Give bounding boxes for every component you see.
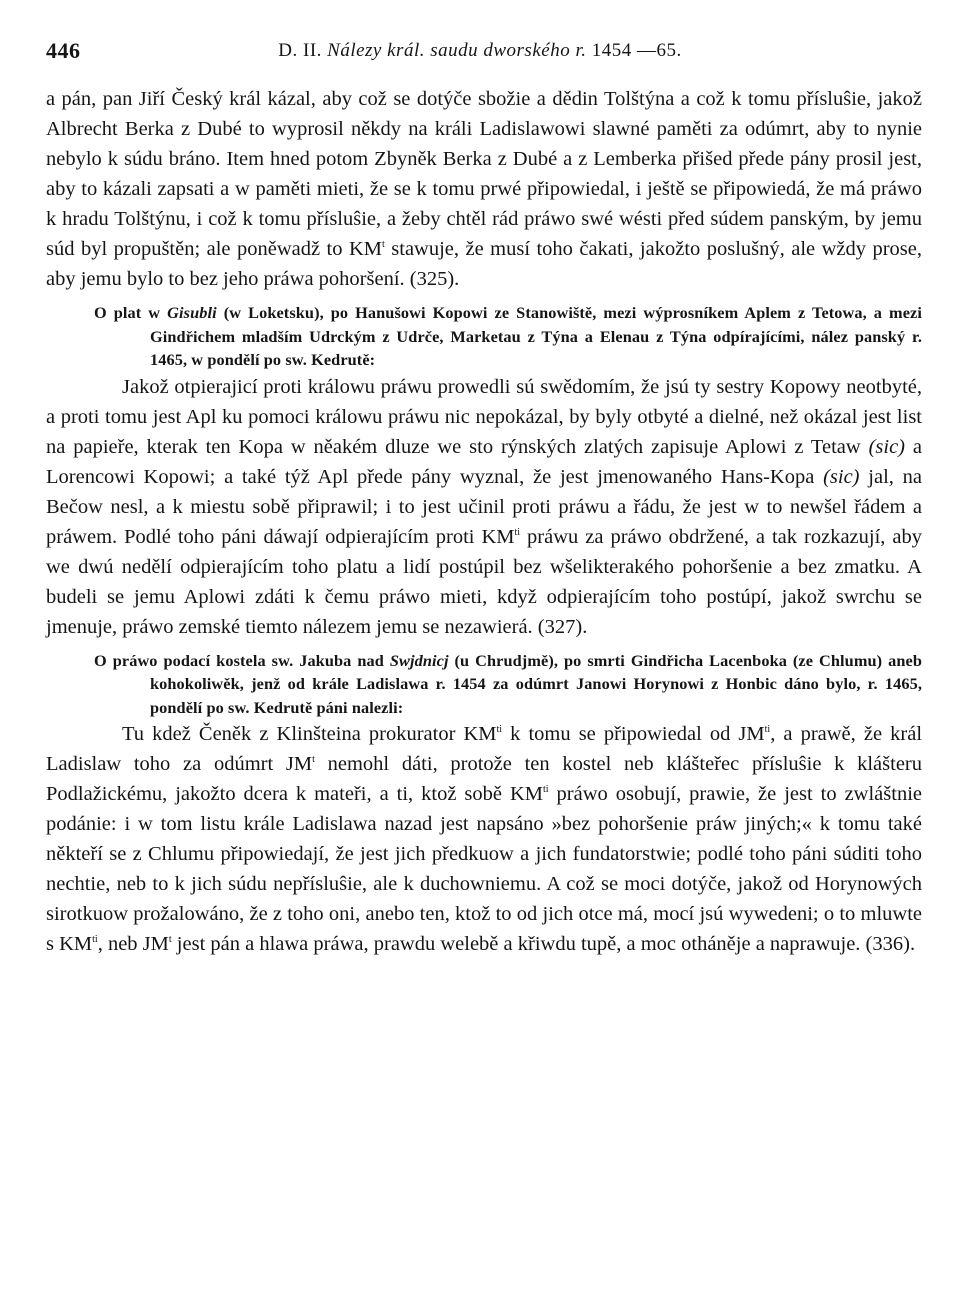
case-summary-swjdnicj <box>46 649 922 720</box>
paragraph-text: jal, na Bečow nesl, a k miestu sobě připrawil; i to jest učinil proti práwu a řádu, že jest w to newšel řádem a práwem. Podlé toho páni dáwají odpierajícím proti KM <box>46 465 923 548</box>
paragraph-text: jest pán a hlawa práwa, prawdu welebě a křiwdu tupě, a moc otháněje a naprawuje. (336). <box>171 933 916 955</box>
paragraph-klinstein <box>46 719 922 959</box>
superscript: ti <box>496 724 503 735</box>
paragraph-text: práwo osobují, prawie, že jest to zwláštnie podánie: i w tom listu krále Ladislawa nazad jest napsáno »bez pohoršenie práw jiných;« k tomu také někteří se z Chlumu připowiedají, že jest jich předkuow a jich fundatorstwie; podlé toho páni súditi toho nechtie, neb to k jich súdu nepřísluŝie, ale k duchowniemu. A což se moci dotýče, jakož od Horynowých sirotkuow prožalowáno, že z toho oni, anebo ten, ktož to od jich otce má, mocí jsú wywedeni; o to mluwte s KM <box>46 783 922 955</box>
page-header <box>46 38 914 72</box>
running-head <box>46 40 914 62</box>
sic-note: (sic) <box>823 465 860 488</box>
paragraph-text: , a prawě, že král Ladislaw toho za odúmrt JM <box>46 723 923 775</box>
summary-text: (u Chrudjmě), po smrti Gindřicha Lacenboka (ze Chlumu) aneb kohokoliwěk, jenž od krále Ladislawa r. 1454 za odúmrt Janowi Horynowi z Honbic dáno bylo, r. 1465, pondělí po sw. Kedrutě páni nalezli: <box>150 650 923 717</box>
paragraph-text: , neb JM <box>97 933 169 955</box>
main-text <box>46 84 922 959</box>
sic-note: (sic) <box>868 435 906 458</box>
superscript: t <box>168 934 172 945</box>
paragraph-text: k tomu se připowiedal od JM <box>502 723 765 745</box>
running-head-part: D. II. <box>278 40 322 61</box>
paragraph-text: stawuje, že musí toho čakati, jakožto poslušný, ale wždy prose, aby jemu bylo to bez jeho práwa pohoršení. (325). <box>46 238 922 290</box>
superscript: ti <box>514 526 521 538</box>
page-number: 446 <box>46 38 81 63</box>
paragraph-text: a Lorencowi Kopowi; a také týž Apl přede pány wyznal, že jest jmenowaného Hans-Kopa <box>46 435 922 488</box>
paragraph-text: Tu kdež Čeněk z Klinšteina prokurator KM <box>122 723 497 745</box>
running-head-years: 1454 —65. <box>591 40 682 61</box>
place-name: Gisubli <box>167 303 217 322</box>
summary-text: O práwo podací kostela sw. Jakuba nad <box>94 650 390 670</box>
superscript: ti <box>764 724 771 735</box>
running-head-title: Nálezy král. saudu dworského r. <box>327 40 587 61</box>
summary-text: O plat w <box>94 303 168 322</box>
paragraph-text: nemohl dáti, protože ten kostel neb klášteřec přísluŝie k klášteru Podlažickému, jakožto dcera k mateři, a ti, ktož sobě KM <box>46 753 922 805</box>
superscript: ti <box>542 784 549 795</box>
summary-text: (w Loketsku), po Hanušowi Kopowi ze Stanowiště, mezi wýprosníkem Aplem z Tetowa, a mezi Gindřichem mladším Udrckým z Udrče, Marketau z Týna a Elenau z Týna odpírajícími, nález panský r. 1465, w pondělí po sw. Kedrutě: <box>150 303 922 369</box>
paragraph-text: práwu za práwo obdržené, a tak rozkazují, aby we dwú nedělí odpierajícím toho platu a lidí postúpil bez wšelikterakého pohoršenie a bez zmatku. A budeli se jemu Aplowi zdáti k čemu práwo mieti, když odpierajícím toho postúpí, jakož swrchu se jmenuje, práwo zemské tiemto nálezem jemu se nezawierá. (327). <box>46 525 922 638</box>
paragraph-text: a pán, pan Jiří Český král kázal, aby což se dotýče sbožie a dědin Tolštýna a což k tomu přísluŝie, jakož Albrecht Berka z Dubé to wyprosil někdy na králi Ladislawowi slawné paměti za odúmrt, aby to nynie nebylo k súdu bráno. Item hned potom Zbyněk Berka z Dubé a z Lemberka přišed přede pány prosil jest, aby to kázali zapsati a w paměti mieti, že se k tomu prwé připowiedal, i ještě se připowiedá, že má práwo k hradu Tolštýnu, i což k tomu přísluŝie, a žeby chtěl rád práwo swé wésti před súdem panským, by jemu súd byl propuštěn; ale poněwadž to KM <box>46 88 922 260</box>
paragraph-text: Jakož otpierajicí proti králowu práwu prowedli sú swědomím, že jsú ty sestry Kopowy neotbyté, a proti tomu jest Apl ku pomoci králowu práwu nic nepokázal, by byly otbyté a dielné, než okázal jest list na papieře, kterak ten Kopa w něakém dluze we sto rýnských zlatých zapisuje Aplowi z Tetaw <box>46 375 922 458</box>
superscript: t <box>312 754 315 765</box>
paragraph-tolstyn <box>46 84 922 294</box>
place-name: Swjdnicj <box>389 650 449 670</box>
paragraph-kopa <box>46 372 922 642</box>
case-summary-gisubli <box>46 301 922 372</box>
superscript: ti <box>92 934 98 945</box>
superscript: t <box>382 239 385 250</box>
